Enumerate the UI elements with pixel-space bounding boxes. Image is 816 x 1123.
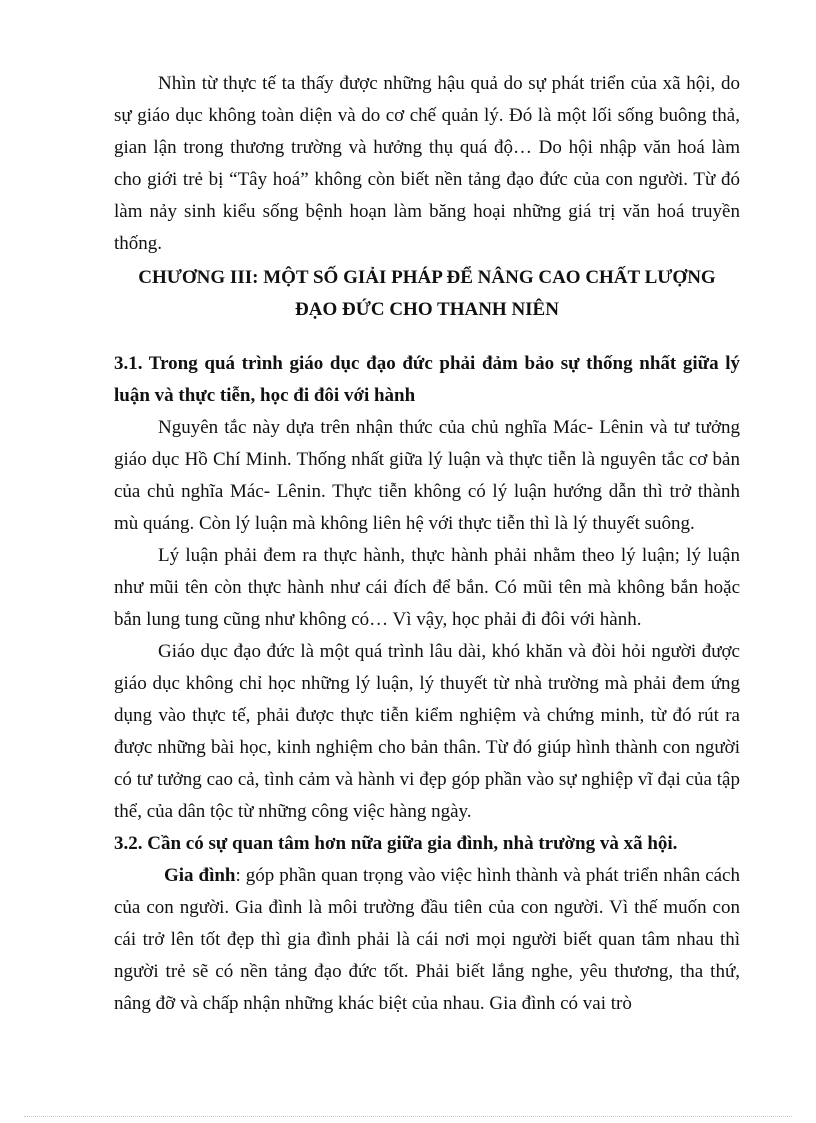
chapter-title-line-1: CHƯƠNG III: MỘT SỐ GIẢI PHÁP ĐỂ NÂNG CAO CHẤT LƯỢNG <box>138 267 716 288</box>
paragraph-principle: Nguyên tắc này dựa trên nhận thức của chủ nghĩa Mác- Lênin và tư tưởng giáo dục Hồ Chí Minh. Thống nhất giữa lý luận và thực tiễn là nguyên tắc cơ bản của chủ nghĩa Mác- Lênin. Thực tiễn không có lý luận hướng dẫn thì trở thành mù quáng. Còn lý luận mà không liên hệ với thực tiễn thì là lý thuyết suông. <box>114 417 740 534</box>
paragraph-family <box>114 860 740 1020</box>
paragraph-theory-practice: Lý luận phải đem ra thực hành, thực hành phải nhằm theo lý luận; lý luận như mũi tên còn thực hành như cái đích để bắn. Có mũi tên mà không bắn hoặc bắn lung tung cũng như không có… Vì vậy, học phải đi đôi với hành. <box>114 545 740 630</box>
section-heading-3-1: 3.1. Trong quá trình giáo dục đạo đức phải đảm bảo sự thống nhất giữa lý luận và thực tiễn, học đi đôi với hành <box>114 353 740 406</box>
section-heading-3-2: 3.2. Cần có sự quan tâm hơn nữa giữa gia đình, nhà trường và xã hội. <box>114 833 678 854</box>
paragraph-moral-education: Giáo dục đạo đức là một quá trình lâu dài, khó khăn và đòi hỏi người được giáo dục không chỉ học những lý luận, lý thuyết từ nhà trường mà phải đem ứng dụng vào thực tế, phải được thực tiễn kiểm nghiệm và chứng minh, từ đó rút ra được những bài học, kinh nghiệm cho bản thân. Từ đó giúp hình thành con người có tư tưởng cao cả, tình cảm và hành vi đẹp góp phần vào sự nghiệp vĩ đại của tập thể, của dân tộc từ những công việc hàng ngày. <box>114 641 740 822</box>
document-body <box>114 68 740 1020</box>
family-text: : góp phần quan trọng vào việc hình thành và phát triển nhân cách của con người. Gia đình là môi trường đầu tiên của con người. Vì thế muốn con cái trở lên tốt đẹp thì gia đình phải là cái nơi mọi người biết quan tâm nhau thì người trẻ sẽ có nền tảng đạo đức tốt. Phải biết lắng nghe, yêu thương, tha thứ, nâng đỡ và chấp nhận những khác biệt của nhau. Gia đình có vai trò <box>114 865 740 1014</box>
spacer <box>114 326 740 348</box>
family-label: Gia đình <box>164 865 236 886</box>
page-bottom-rule <box>24 1116 792 1117</box>
chapter-title-line-2: ĐẠO ĐỨC CHO THANH NIÊN <box>295 299 559 320</box>
chapter-title <box>114 262 740 326</box>
paragraph-consequences: Nhìn từ thực tế ta thấy được những hậu quả do sự phát triển của xã hội, do sự giáo dục không toàn diện và do cơ chế quản lý. Đó là một lối sống buông thả, gian lận trong thương trường và hưởng thụ quá độ… Do hội nhập văn hoá làm cho giới trẻ bị “Tây hoá” không còn biết nền tảng đạo đức của con người. Từ đó làm nảy sinh kiểu sống bệnh hoạn làm băng hoại những giá trị văn hoá truyền thống. <box>114 73 740 254</box>
